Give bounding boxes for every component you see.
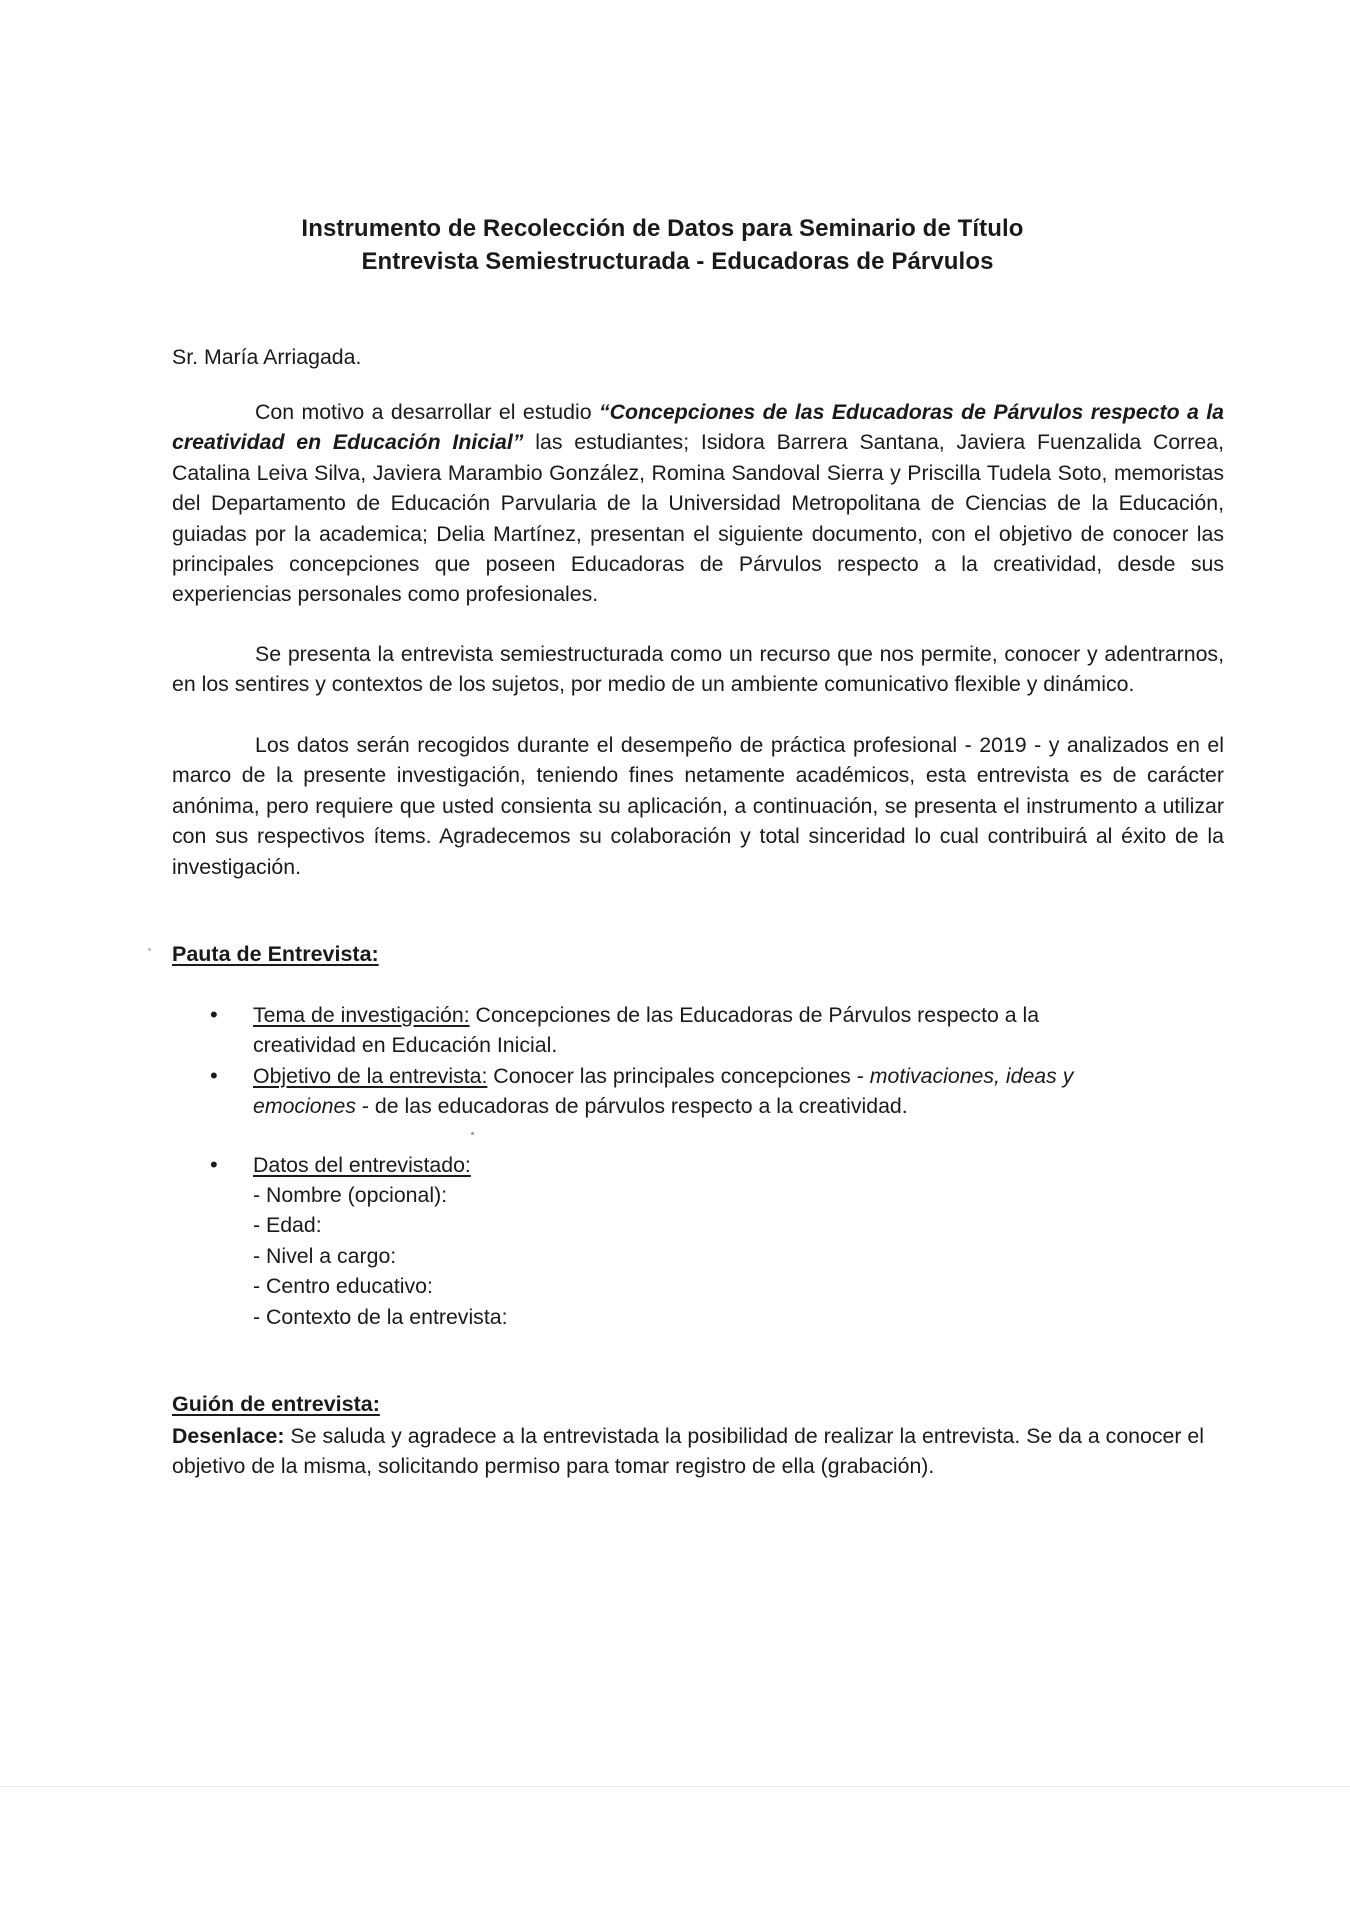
list-item-datos — [210, 1150, 1110, 1332]
objetivo-italic: motivaciones, ideas y emociones — [253, 1063, 1074, 1119]
field-nivel: - Nivel a cargo: — [253, 1243, 397, 1268]
desenlace-label: Desenlace: — [172, 1424, 285, 1448]
title-line-1: Instrumento de Recolección de Datos para Seminario de Título — [301, 215, 1024, 242]
objetivo-label: Objetivo de la entrevista: — [253, 1063, 488, 1088]
data-paragraph — [172, 730, 1224, 882]
tema-text: Concepciones de las Educadoras de Párvulos respecto a la creatividad en Educación Inicial. — [253, 1003, 1040, 1058]
guion-heading: Guión de entrevista: — [172, 1392, 380, 1416]
objetivo-text-1: Conocer las principales concepciones - — [487, 1063, 870, 1088]
field-nombre: - Nombre (opcional): — [253, 1183, 448, 1208]
scan-speck — [471, 1132, 474, 1135]
bullet-icon: • — [210, 1151, 218, 1177]
field-contexto: - Contexto de la entrevista: — [253, 1304, 508, 1329]
method-paragraph-text: Se presenta la entrevista semiestructurada como un recurso que nos permite, conocer y adentrarnos, en los sentires y contextos de los sujetos, por medio de un ambiente comunicativo flexible y dinámico. — [172, 642, 1224, 697]
page-bottom-edge — [0, 1786, 1350, 1787]
bullet-icon: • — [210, 1062, 218, 1088]
title-line-2: Entrevista Semiestructurada - Educadoras de Párvulos — [361, 248, 994, 275]
intro-paragraph — [172, 397, 1224, 610]
pauta-list — [210, 1000, 1110, 1332]
field-centro: - Centro educativo: — [253, 1274, 433, 1299]
study-title: “Concepciones de las Educadoras de Párvulos respecto a la creatividad en Educación Inicial” — [172, 400, 1224, 455]
salutation: Sr. María Arriagada. — [172, 345, 362, 369]
intro-lead-text: Con motivo a desarrollar el estudio — [255, 400, 599, 424]
tema-label: Tema de investigación: — [253, 1003, 470, 1027]
field-edad: - Edad: — [253, 1213, 322, 1238]
objetivo-text-2: - de las educadoras de párvulos respecto a la creatividad. — [356, 1094, 908, 1119]
list-item-objetivo — [210, 1061, 1110, 1122]
bullet-icon: • — [210, 1002, 218, 1027]
pauta-heading: Pauta de Entrevista: — [172, 942, 379, 966]
intro-rest-text: las estudiantes; Isidora Barrera Santana, Javiera Fuenzalida Correa, Catalina Leiva Silva, Javiera Marambio González, Romina Sandoval Sierra y Priscilla Tudela Soto, memoristas del Departamento de Educación Parvularia de la Universidad Metropolitana de Ciencias de la Educación, guiadas por la academica; Delia Martínez, presentan el siguiente documento, con el objetivo de conocer las principales concepciones que poseen Educadoras de Párvulos respecto a la creatividad, desde sus experiencias personales como profesionales. — [172, 430, 1224, 607]
desenlace-paragraph — [172, 1421, 1204, 1482]
desenlace-text: Se saluda y agradece a la entrevistada la posibilidad de realizar la entrevista. Se da a conocer el objetivo de la misma, solicitando permiso para tomar registro de ella (grabación). — [172, 1424, 1204, 1479]
datos-label: Datos del entrevistado: — [253, 1152, 471, 1177]
document-title — [0, 212, 1350, 278]
scan-speck — [148, 948, 151, 951]
list-item-tema — [210, 1000, 1110, 1061]
data-paragraph-text: Los datos serán recogidos durante el desempeño de práctica profesional - 2019 - y analizados en el marco de la presente investigación, teniendo fines netamente académicos, esta entrevista es de carácter anónima, pero requiere que usted consienta su aplicación, a continuación, se presenta el instrumento a utilizar con sus respectivos ítems. Agradecemos su colaboración y total sinceridad lo cual contribuirá al éxito de la investigación. — [172, 733, 1224, 879]
method-paragraph — [172, 639, 1224, 700]
